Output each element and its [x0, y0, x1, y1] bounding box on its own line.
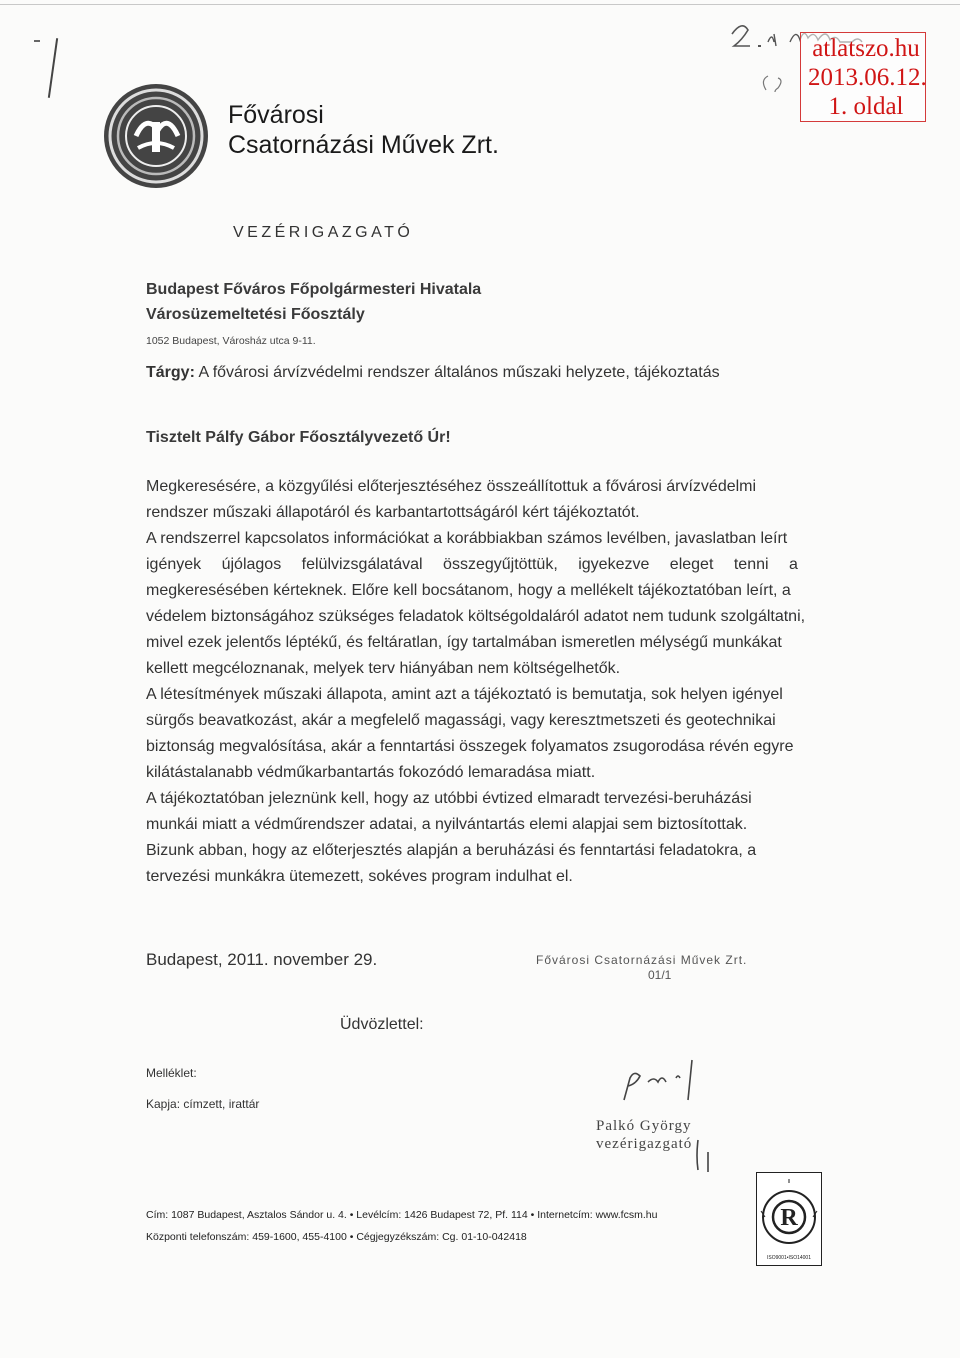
paragraph-4: [146, 786, 820, 838]
recipient-line1: Budapest Főváros Főpolgármesteri Hivatala: [146, 281, 482, 298]
body-line: kellett megcéloznanak, melyek terv hiányában nem költségelhetők.: [146, 660, 621, 677]
scan-dot: [34, 40, 40, 42]
body-line: sürgős beavatkozást, akár a megfelelő magassági, vagy keresztmetszeti és geotechnikai: [146, 712, 776, 729]
footer-registry: Központi telefonszám: 459-1600, 455-4100 • Cégjegyzékszám: Cg. 01-10-042418: [146, 1231, 527, 1243]
org-line2: Csatornázási Művek Zrt.: [228, 131, 499, 159]
handwritten-signature: [614, 1052, 724, 1106]
stamp-site: atlatszo.hu: [812, 35, 920, 62]
body-line: biztonság megvalósítása, akár a fenntartási összegek folyamatos zsugorodása révén egyre: [146, 738, 794, 755]
letter-body: [146, 474, 820, 890]
subject-line: [146, 364, 720, 382]
subject-label: Tárgy:: [146, 364, 195, 381]
recipients-label: Kapja: címzett, irattár: [146, 1097, 260, 1111]
office-stamp-line2: 01/1: [648, 968, 672, 982]
body-line: munkái miatt a védműrendszer adatai, a nyilvántartás elemi alapjai sem biztosítottak.: [146, 816, 748, 833]
paragraph-5: [146, 838, 820, 890]
attachment-label: Melléklet:: [146, 1066, 197, 1080]
body-line: igények újólagos felülvizsgálatával összegyűjtöttük, igyekezve eleget tenni a: [146, 556, 798, 573]
scan-edge-line: [0, 4, 960, 5]
stamp-page: 1. oldal: [828, 93, 904, 120]
subject-text: A fővárosi árvízvédelmi rendszer általános műszaki helyzete, tájékoztatás: [198, 364, 720, 381]
body-line: tervezési munkákra ütemezett, sokéves program indulhat el.: [146, 868, 573, 885]
body-line: A létesítmények műszaki állapota, amint azt a tájékoztató is bemutatja, sok helyen igényel: [146, 686, 783, 703]
paragraph-2: [146, 526, 820, 682]
body-line: Megkeresésére, a közgyűlési előterjesztéséhez összeállítottuk a fővárosi árvízvédelmi: [146, 478, 757, 495]
paragraph-3: [146, 682, 820, 786]
signer-title: vezérigazgató: [596, 1136, 693, 1152]
signature-mark: [690, 1138, 720, 1174]
certification-badge-icon: [756, 1172, 822, 1266]
body-line: kilátástalanabb védműkarbantartás fokozódó lemaradása miatt.: [146, 764, 596, 781]
footer-address: Cím: 1087 Budapest, Asztalos Sándor u. 4. • Levélcím: 1426 Budapest 72, Pf. 114 • Internetcím: www.fcsm.hu: [146, 1209, 658, 1221]
cert-mark: R: [780, 1205, 798, 1231]
place-date: Budapest, 2011. november 29.: [146, 950, 378, 969]
letterhead-org-name: [228, 100, 499, 160]
signer-name: Palkó György: [596, 1118, 692, 1134]
recipient-address: 1052 Budapest, Városház utca 9-11.: [146, 335, 316, 347]
body-line: megkeresésében kérteknek. Előre kell bocsátanom, hogy a mellékelt tájékoztatóban leírt, a: [146, 582, 791, 599]
body-line: A rendszerrel kapcsolatos információkat a korábbiakban számos levélben, javaslatban leírt: [146, 530, 788, 547]
body-line: védelem biztonságához szükséges feladatok költségoldaláról adatot nem tudunk szolgáltatni,: [146, 608, 806, 625]
paragraph-1: [146, 474, 820, 526]
greeting: Üdvözlettel:: [340, 1016, 424, 1033]
office-stamp-line1: Fővárosi Csatornázási Művek Zrt.: [536, 953, 748, 967]
cert-caption: ISO9001•ISO14001: [766, 1255, 811, 1261]
body-line: rendszer műszaki állapotáról és karbantartottságáról kért tájékoztatót.: [146, 504, 640, 521]
stamp-date: 2013.06.12.: [808, 64, 927, 91]
body-line: A tájékoztatóban jeleznünk kell, hogy az utóbbi évtized elmaradt tervezési-beruházási: [146, 790, 752, 807]
salutation: Tisztelt Pálfy Gábor Főosztályvezető Úr!: [146, 429, 451, 446]
org-line1: Fővárosi: [228, 101, 324, 129]
atlatszo-stamp-text: [808, 34, 927, 121]
body-line: mivel ezek jelentős léptékű, és feltáratlan, így tartalmában ismeretlen mélységű munkákat: [146, 634, 782, 651]
company-logo-icon: [102, 82, 210, 190]
position-title: VEZÉRIGAZGATÓ: [233, 224, 414, 241]
scan-mark: [48, 38, 58, 98]
body-line: Bizunk abban, hogy az előterjesztés alapján a beruházási és fenntartási feladatokra, a: [146, 842, 757, 859]
recipient-line2: Városüzemeltetési Főosztály: [146, 306, 365, 323]
